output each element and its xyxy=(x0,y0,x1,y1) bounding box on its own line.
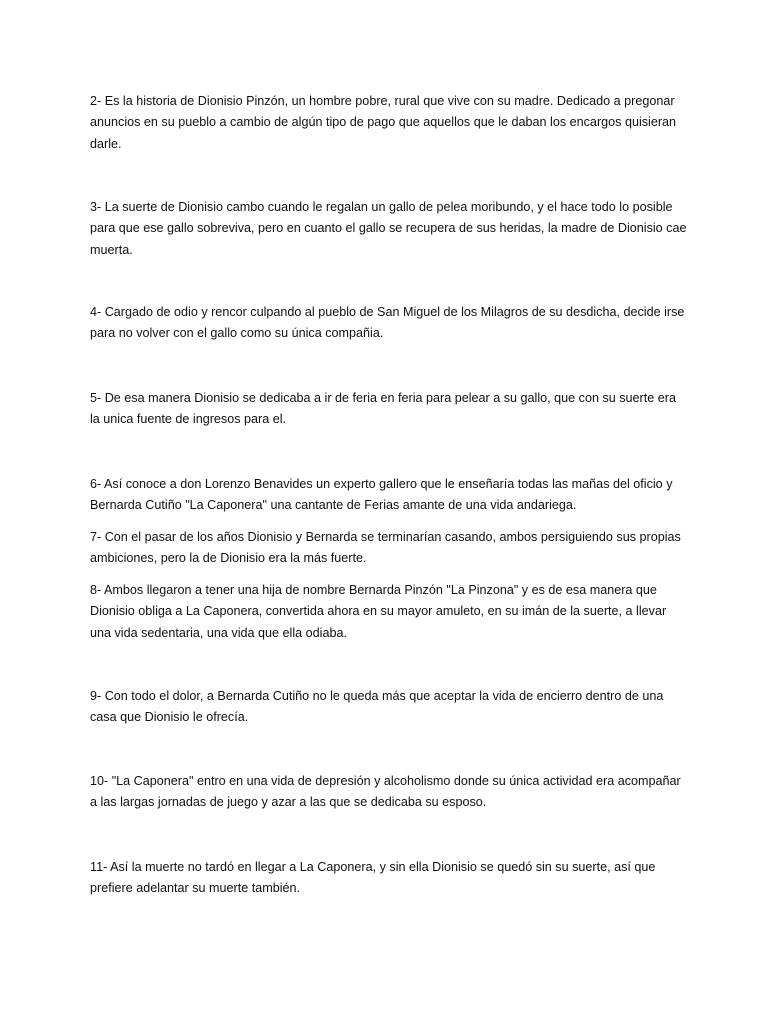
paragraph-11: 11- Así la muerte no tardó en llegar a La Caponera, y sin ella Dionisio se quedó sin su suerte, así que prefiere adelantar su muerte también. xyxy=(90,860,656,896)
paragraph-6: 6- Así conoce a don Lorenzo Benavides un experto gallero que le enseñaría todas las mañas del oficio y Bernarda Cutiño "La Caponera" una cantante de Ferias amante de una vida andariega. xyxy=(90,477,673,513)
paragraph-3: 3- La suerte de Dionisio cambo cuando le regalan un gallo de pelea moribundo, y el hace todo lo posible para que ese gallo sobreviva, pero en cuanto el gallo se recupera de sus heridas, la madre de Dionisio cae muerta. xyxy=(90,200,687,257)
paragraph-10: 10- "La Caponera" entro en una vida de depresión y alcoholismo donde su única actividad era acompañar a las largas jornadas de juego y azar a las que se dedicaba su esposo. xyxy=(90,774,681,810)
paragraph-9: 9- Con todo el dolor, a Bernarda Cutiño no le queda más que aceptar la vida de encierro dentro de una casa que Dionisio le ofrecía. xyxy=(90,689,664,725)
paragraph-2: 2- Es la historia de Dionisio Pinzón, un hombre pobre, rural que vive con su madre. Dedicado a pregonar anuncios en su pueblo a cambio de algún tipo de pago que aquellos que le daban los encargos quisieran darle. xyxy=(90,94,677,151)
paragraph-5: 5- De esa manera Dionisio se dedicaba a ir de feria en feria para pelear a su gallo, que con su suerte era la unica fuente de ingresos para el. xyxy=(90,391,676,427)
paragraph-4: 4- Cargado de odio y rencor culpando al pueblo de San Miguel de los Milagros de su desdicha, decide irse para no volver con el gallo como su única compañia. xyxy=(90,305,685,341)
paragraph-8: 8- Ambos llegaron a tener una hija de nombre Bernarda Pinzón "La Pinzona" y es de esa manera que Dionisio obliga a La Caponera, convertida ahora en su mayor amuleto, en su imán de la suerte, a llevar una vida sedentaria, una vida que ella odiaba. xyxy=(90,583,667,640)
paragraph-7: 7- Con el pasar de los años Dionisio y Bernarda se terminarían casando, ambos persiguiendo sus propias ambiciones, pero la de Dionisio era la más fuerte. xyxy=(90,530,681,566)
